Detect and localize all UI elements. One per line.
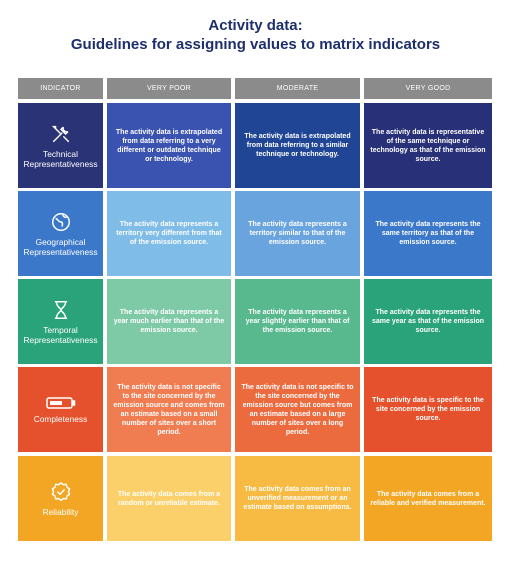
indicator-reliability	[18, 456, 103, 541]
cell-reliability-very-good	[364, 456, 492, 541]
cell-technical-representativeness-moderate	[235, 103, 360, 188]
cell-reliability-very-poor	[107, 456, 231, 541]
cell-geographical-representativeness-very-poor	[107, 191, 231, 276]
cell-text: The activity data represents a territory similar to that of the emission source.	[248, 221, 347, 246]
indicator-label: Completeness	[33, 413, 88, 424]
cell-technical-representativeness-very-poor	[107, 103, 231, 188]
cell-text: The activity data is extrapolated from data referring to a similar technique or technology.	[244, 133, 351, 158]
page-title: Activity data:	[208, 17, 303, 34]
indicator-label: Temporal Representativeness	[23, 324, 98, 345]
hourglass-icon	[50, 299, 72, 325]
indicator-technical-representativeness	[18, 103, 103, 188]
cell-temporal-representativeness-very-good	[364, 279, 492, 364]
check-badge-icon	[50, 481, 72, 507]
cell-geographical-representativeness-moderate	[235, 191, 360, 276]
indicator-geographical-representativeness	[18, 191, 103, 276]
header-very-poor: VERY POOR	[107, 78, 231, 99]
cell-text: The activity data is extrapolated from data referring to a very different or outdated technique or technology.	[115, 128, 223, 163]
cell-text: The activity data represents a territory very different from that of the emission source.	[116, 221, 222, 246]
cell-completeness-very-poor	[107, 367, 231, 452]
indicator-label: Reliability	[42, 506, 79, 517]
indicator-temporal-representativeness	[18, 279, 103, 364]
tools-icon	[50, 123, 72, 149]
cell-text: The activity data is specific to the site concerned by the emission source.	[372, 397, 484, 422]
cell-temporal-representativeness-very-poor	[107, 279, 231, 364]
indicator-label: Geographical Representativeness	[23, 236, 98, 257]
header-moderate: MODERATE	[235, 78, 360, 99]
cell-text: The activity data comes from a random or unreliable estimate.	[117, 490, 221, 507]
cell-text: The activity data is representative of the same technique or technology as that of the emission source.	[370, 128, 486, 163]
cell-text: The activity data represents a year slightly earlier than that of the emission source.	[245, 309, 350, 334]
header-indicator: INDICATOR	[18, 78, 103, 99]
globe-icon	[50, 211, 72, 237]
cell-text: The activity data comes from a reliable and verified measurement.	[370, 490, 486, 507]
indicator-label: Technical Representativeness	[23, 148, 98, 169]
header-very-good: VERY GOOD	[364, 78, 492, 99]
cell-text: The activity data is not specific to the site concerned by the emission source but comes from an estimate based on a large number of sites over a long period.	[241, 383, 354, 436]
cell-temporal-representativeness-moderate	[235, 279, 360, 364]
cell-completeness-very-good	[364, 367, 492, 452]
cell-geographical-representativeness-very-good	[364, 191, 492, 276]
cell-completeness-moderate	[235, 367, 360, 452]
battery-icon	[46, 396, 76, 414]
indicator-completeness	[18, 367, 103, 452]
cell-text: The activity data represents the same year as that of the emission source.	[371, 309, 485, 334]
cell-text: The activity data represents a year much earlier than that of the emission source.	[113, 309, 225, 334]
cell-text: The activity data represents the same territory as that of the emission source.	[375, 221, 481, 246]
cell-technical-representativeness-very-good	[364, 103, 492, 188]
cell-reliability-moderate	[235, 456, 360, 541]
cell-text: The activity data comes from an unverified measurement or an estimate based on assumptions.	[243, 486, 352, 511]
page-subtitle: Guidelines for assigning values to matrix indicators	[70, 36, 441, 53]
cell-text: The activity data is not specific to the site concerned by the emission source and comes from an estimate based on a small number of sites over a short period.	[113, 383, 225, 436]
